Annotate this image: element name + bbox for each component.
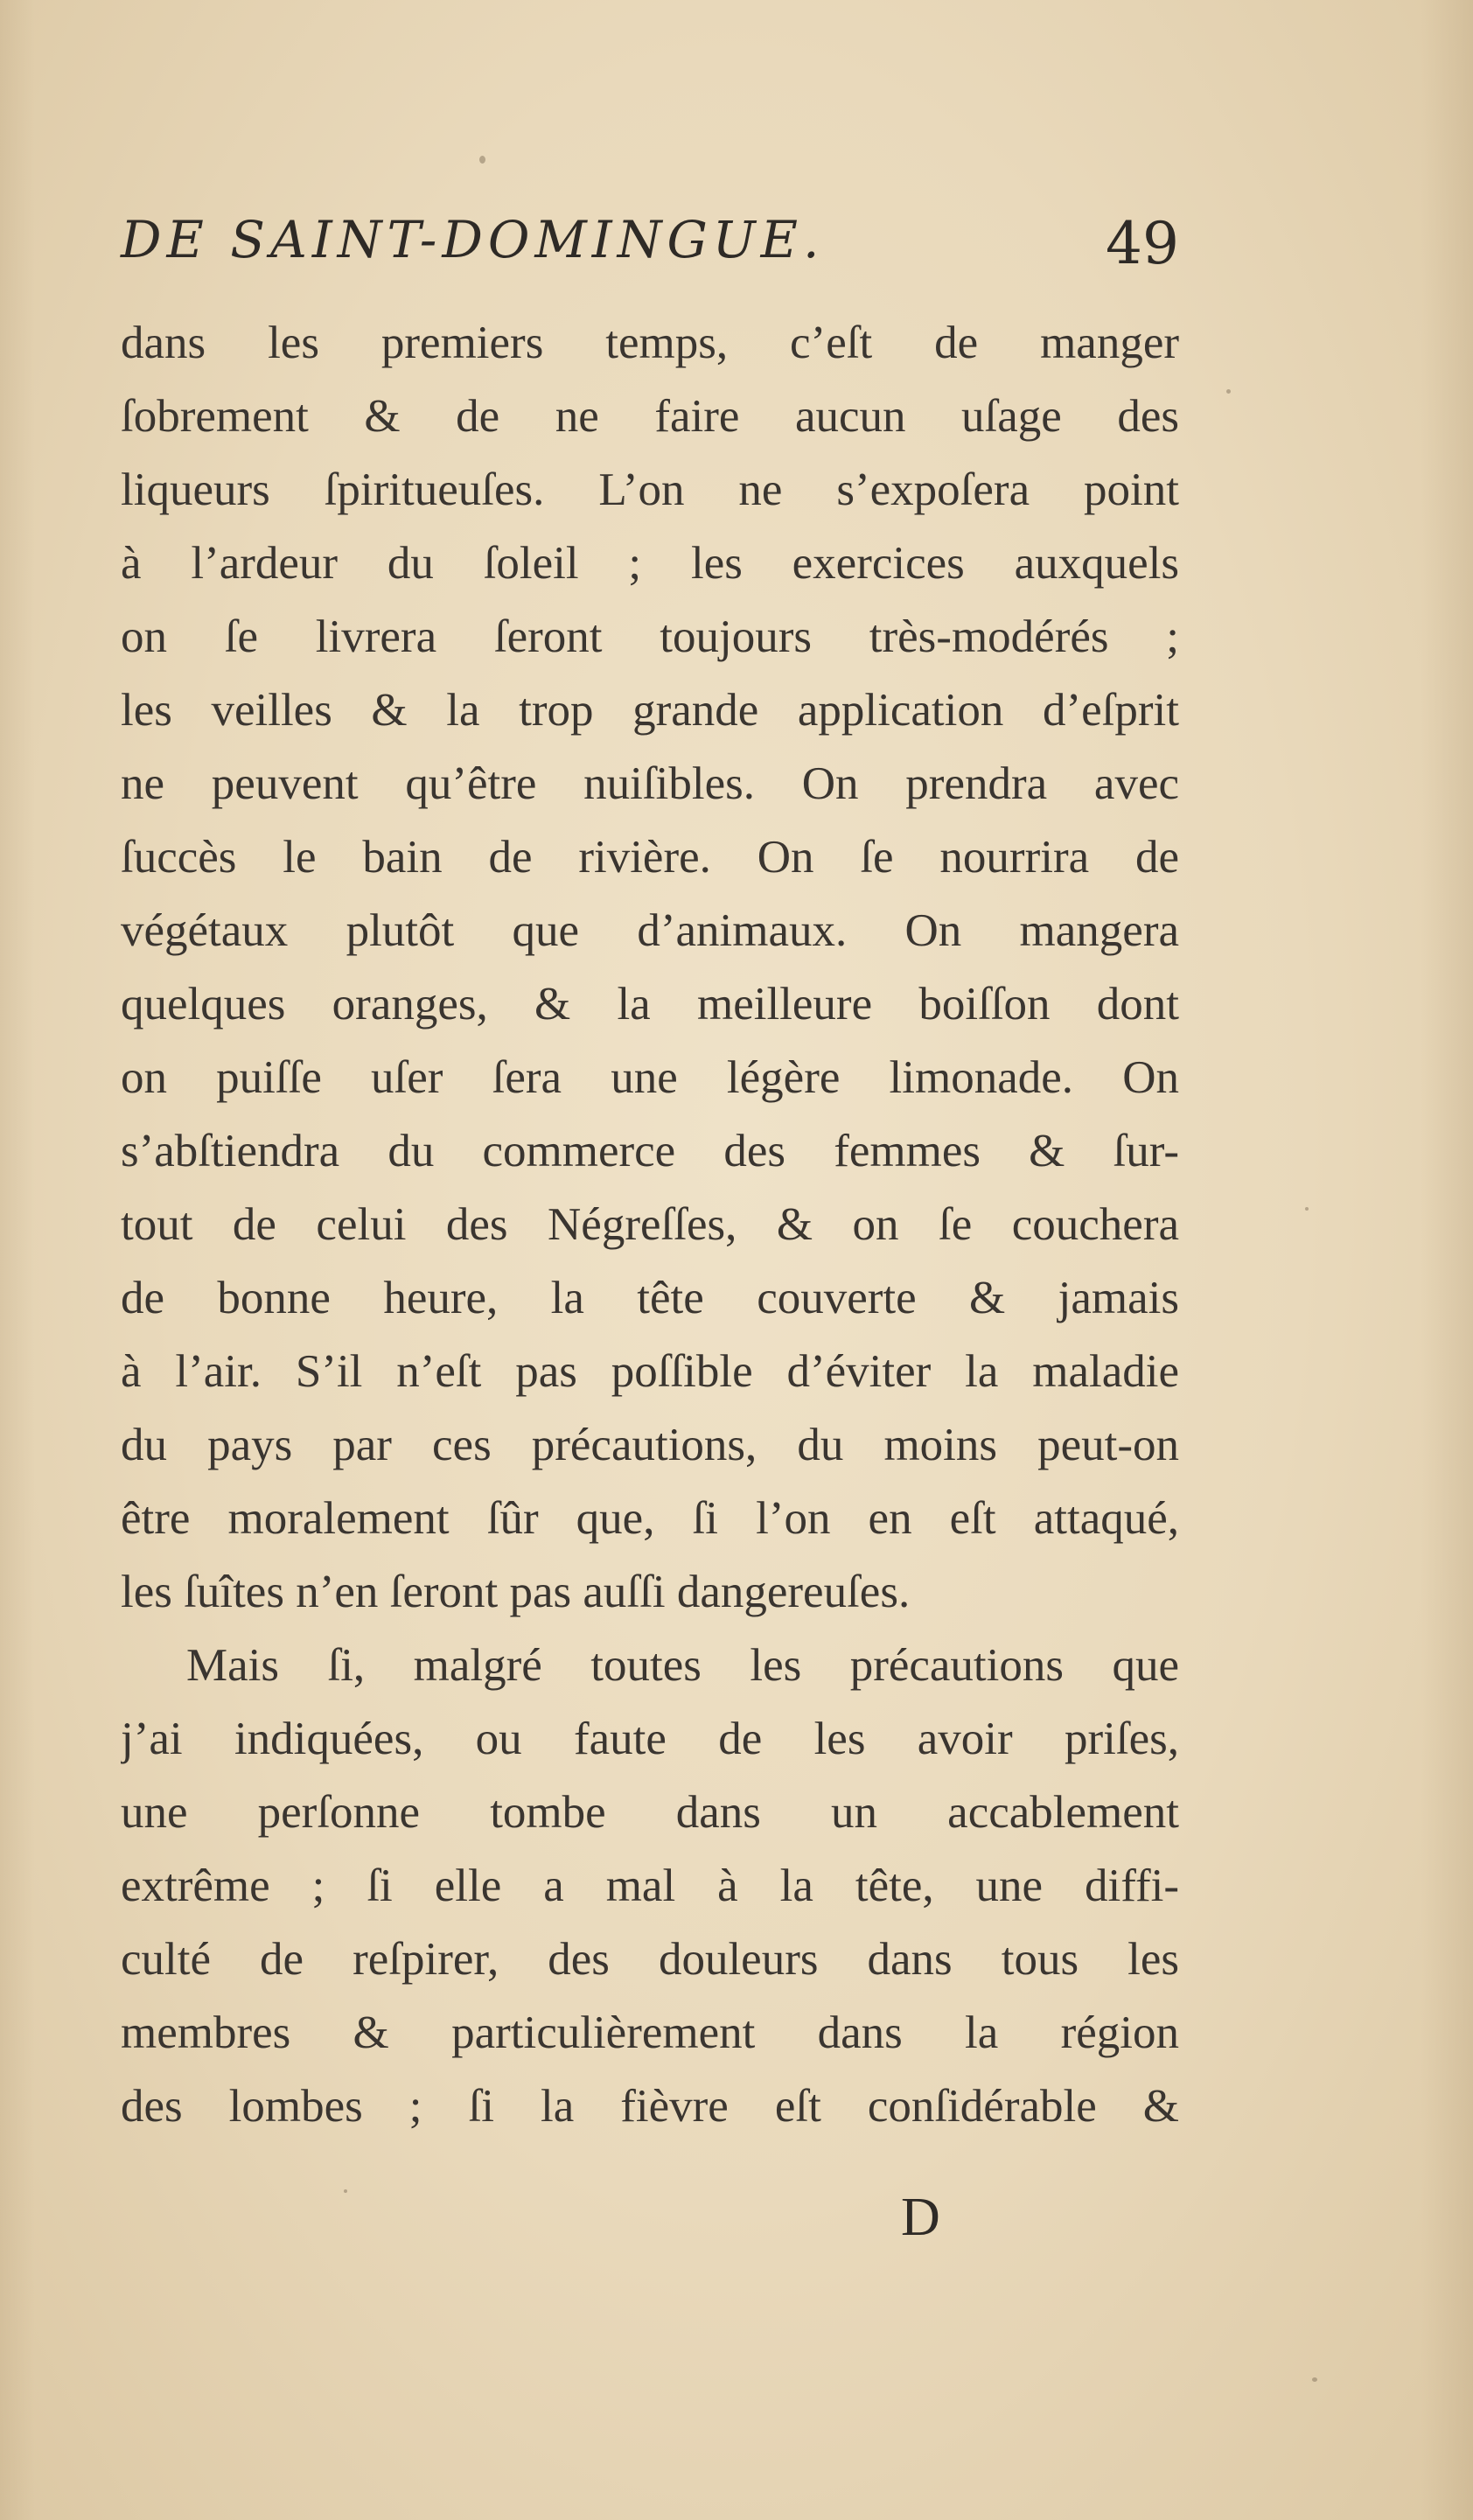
text-line: quelques oranges, & la meilleure boiſſon dont	[121, 979, 1179, 1030]
text-line: on ſe livrera ſeront toujours très-modérés ;	[121, 611, 1179, 662]
page-edge-shade	[1421, 0, 1473, 2520]
running-title: DE SAINT-DOMINGUE.	[121, 210, 825, 269]
text-line: ſuccès le bain de rivière. On ſe nourrira de	[121, 832, 1179, 883]
page-number: 49	[1106, 210, 1179, 277]
text-line: tout de celui des Négreſſes, & on ſe couchera	[121, 1199, 1179, 1250]
text-line: du pays par ces précautions, du moins peut-on	[121, 1420, 1179, 1470]
paper-speck	[344, 2189, 347, 2193]
paragraph-last-line: les ſuîtes n’en ſeront pas auſſi dangereuſes.	[121, 1567, 911, 1617]
text-line: à l’ardeur du ſoleil ; les exercices auxquels	[121, 538, 1179, 589]
text-line: dans les premiers temps, c’eſt de manger	[121, 318, 1179, 368]
paper-speck	[479, 156, 485, 164]
text-line: liqueurs ſpiritueuſes. L’on ne s’expoſera point	[121, 464, 1179, 515]
paper-speck	[1226, 389, 1231, 394]
paper-speck	[1305, 1207, 1309, 1211]
text-line: j’ai indiquées, ou faute de les avoir priſes,	[121, 1714, 1179, 1764]
page-gutter-shade	[0, 0, 35, 2520]
text-line: végétaux plutôt que d’animaux. On mangera	[121, 905, 1179, 956]
text-line: culté de reſpirer, des douleurs dans tous les	[121, 1934, 1179, 1985]
paragraph-first-line: Mais ſi, malgré toutes les précautions que	[186, 1640, 1179, 1691]
text-line: s’abſtiendra du commerce des femmes & ſur-	[121, 1126, 1179, 1176]
text-line: des lombes ; ſi la fièvre eſt conſidérable &	[121, 2081, 1179, 2132]
body-text	[121, 306, 1179, 2143]
text-line: ſobrement & de ne faire aucun uſage des	[121, 391, 1179, 442]
text-line: à l’air. S’il n’eſt pas poſſible d’éviter la maladie	[121, 1346, 1179, 1397]
text-line: les veilles & la trop grande application d’eſprit	[121, 685, 1179, 736]
text-line: une perſonne tombe dans un accablement	[121, 1787, 1179, 1838]
text-line: être moralement ſûr que, ſi l’on en eſt attaqué,	[121, 1493, 1179, 1544]
signature-mark: D	[901, 2188, 942, 2247]
text-line: ne peuvent qu’être nuiſibles. On prendra avec	[121, 758, 1179, 809]
text-line: extrême ; ſi elle a mal à la tête, une diffi-	[121, 1860, 1179, 1911]
text-line: de bonne heure, la tête couverte & jamais	[121, 1273, 1179, 1323]
paper-speck	[1312, 2377, 1317, 2382]
running-head	[121, 203, 1179, 282]
text-line: membres & particulièrement dans la région	[121, 2007, 1179, 2058]
text-line: on puiſſe uſer ſera une légère limonade. On	[121, 1052, 1179, 1103]
